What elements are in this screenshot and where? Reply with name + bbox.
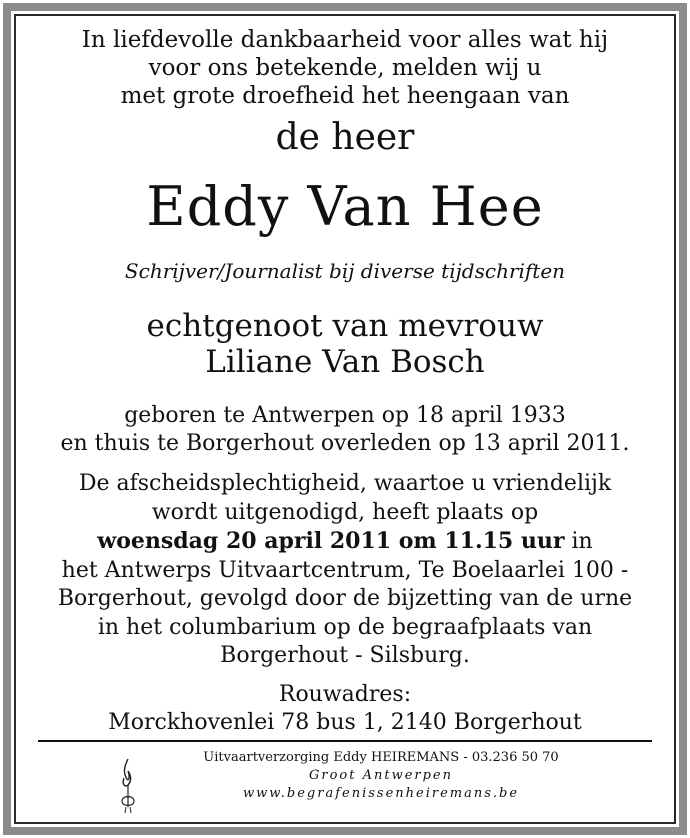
funeral-home-footer xyxy=(86,749,674,819)
ceremony-block xyxy=(16,470,674,671)
title-prefix: de heer xyxy=(275,117,415,158)
birth-death-block xyxy=(16,402,674,458)
ceremony-date-line xyxy=(16,527,674,557)
profession: Schrijver/Journalist bij diverse tijdschriften xyxy=(124,259,566,283)
birth-line: geboren te Antwerpen op 18 april 1933 xyxy=(124,403,566,428)
mourning-address xyxy=(16,681,674,737)
mourning-address-label: Rouwadres: xyxy=(278,682,412,707)
ceremony-line: het Antwerps Uitvaartcentrum, Te Boelaarlei 100 - xyxy=(61,557,629,583)
intro-line: met grote droefheid het heengaan van xyxy=(120,83,570,109)
footer-text xyxy=(146,749,616,803)
spouse-name: Liliane Van Bosch xyxy=(205,344,485,380)
mourning-address-value: Morckhovenlei 78 bus 1, 2140 Borgerhout xyxy=(108,710,582,735)
ceremony-date-suffix: in xyxy=(564,529,593,554)
intro-line: In liefdevolle dankbaarheid voor alles wat hij xyxy=(81,27,609,53)
death-line: en thuis te Borgerhout overleden op 13 april 2011. xyxy=(60,431,630,456)
funeral-home-website: www.begrafenissenheiremans.be xyxy=(242,786,520,801)
intro-text xyxy=(16,26,674,110)
spouse-block xyxy=(16,308,674,380)
ceremony-line: in het columbarium op de begraafplaats van xyxy=(97,614,593,640)
deceased-name: Eddy Van Hee xyxy=(146,175,544,238)
intro-line: voor ons betekende, melden wij u xyxy=(148,55,542,81)
funeral-home-region: Groot Antwerpen xyxy=(308,768,454,783)
divider xyxy=(38,740,652,742)
ceremony-line: Borgerhout - Silsburg. xyxy=(220,643,470,668)
spouse-line: echtgenoot van mevrouw xyxy=(146,308,544,344)
ceremony-line: wordt uitgenodigd, heeft plaats op xyxy=(151,499,539,525)
funeral-home-name: Uitvaartverzorging Eddy HEIREMANS - 03.236 50 70 xyxy=(203,750,559,765)
ceremony-line: Borgerhout, gevolgd door de bijzetting van de urne xyxy=(57,586,633,611)
ceremony-date: woensdag 20 april 2011 om 11.15 uur xyxy=(97,528,565,554)
candle-flame-icon xyxy=(116,757,140,815)
death-notice xyxy=(16,16,674,822)
ceremony-line: De afscheidsplechtigheid, waartoe u vriendelijk xyxy=(78,471,612,496)
